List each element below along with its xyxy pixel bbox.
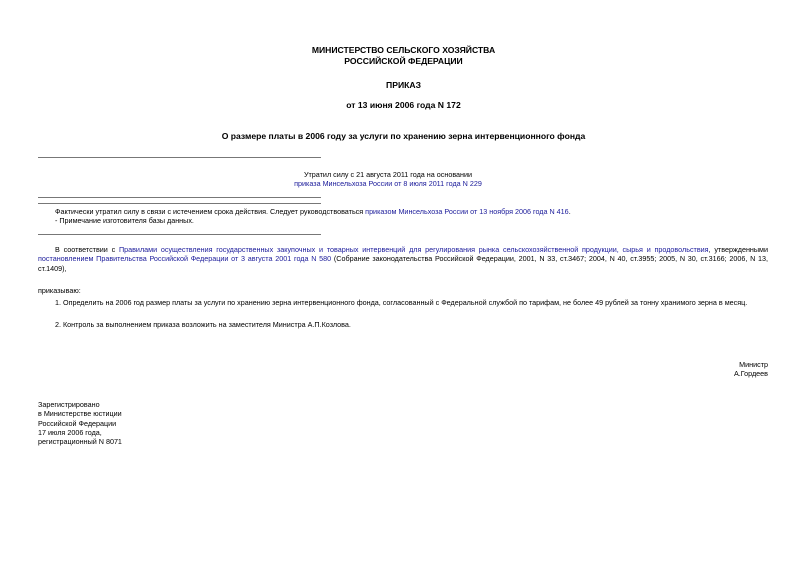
doc-type: ПРИКАЗ	[386, 80, 421, 90]
note-text-end: .	[568, 207, 571, 216]
registration-line: 17 июля 2006 года,	[38, 428, 102, 438]
repeal-order-link[interactable]: приказа Минсельхоза России от 8 июля 2011 года N 229	[294, 179, 482, 189]
government-decree-link[interactable]: постановлением Правительства Российской Федерации от 3 августа 2001 года N 580	[38, 254, 332, 264]
separator-rule	[38, 157, 321, 158]
editor-note	[55, 207, 775, 226]
status-line: Утратил силу с 21 августа 2011 года на основании	[303, 170, 473, 179]
signature-block	[734, 360, 768, 379]
registration-line: в Министерстве юстиции	[38, 409, 122, 419]
order-word: приказываю:	[38, 286, 81, 295]
doc-date-number: от 13 июня 2006 года N 172	[346, 100, 461, 110]
registration-line: Зарегистрировано	[38, 400, 100, 409]
signature-position: Министр	[739, 360, 768, 369]
registration-line: регистрационный N 8071	[38, 437, 122, 447]
guidance-order-link[interactable]: приказом Минсельхоза России от 13 ноября 2006 года N 416	[365, 207, 569, 216]
signature-name: А.Гордеев	[733, 369, 768, 379]
preamble-text: (Собрание законодательства Российской Федерации, 2001, N 33, ст.3467; 2004, N 40, ст.3955; 2005, N 30, ст.3166; 2006, N 13, ст.1409),	[38, 254, 769, 273]
preamble-text: В соответствии с	[55, 245, 119, 254]
separator-rule	[38, 197, 321, 198]
status-block	[38, 170, 738, 189]
ministry-header	[0, 45, 807, 66]
registration-line: Российской Федерации	[38, 418, 117, 428]
order-item-1: 1. Определить на 2006 год размер платы за услуги по хранению зерна интервенционного фонда, согласованный с Федеральной службой по тарифам, не более 49 рублей за тонну хранимого зерна в месяц.	[55, 298, 748, 307]
preamble-paragraph	[38, 245, 768, 273]
preamble-text: , утвержденными	[708, 245, 769, 254]
order-item-2: 2. Контроль за выполнением приказа возложить на заместителя Министра А.П.Козлова.	[55, 320, 351, 329]
note-text: Фактически утратил силу в связи с истечением срока действия. Следует руководствоваться	[55, 207, 366, 216]
note-source: - Примечание изготовителя базы данных.	[55, 216, 194, 226]
doc-title: О размере платы в 2006 году за услуги по хранению зерна интервенционного фонда	[221, 131, 586, 141]
ministry-line-2: РОССИЙСКОЙ ФЕДЕРАЦИИ	[344, 55, 463, 66]
separator-rule	[38, 234, 321, 235]
rules-link[interactable]: Правилами осуществления государственных закупочных и товарных интервенций для регулирования рынка сельскохозяйственной продукции, сырья и продовольствия	[118, 245, 709, 254]
ministry-line-1: МИНИСТЕРСТВО СЕЛЬСКОГО ХОЗЯЙСТВА	[311, 45, 496, 55]
separator-rule	[38, 203, 321, 204]
registration-block	[38, 400, 122, 447]
